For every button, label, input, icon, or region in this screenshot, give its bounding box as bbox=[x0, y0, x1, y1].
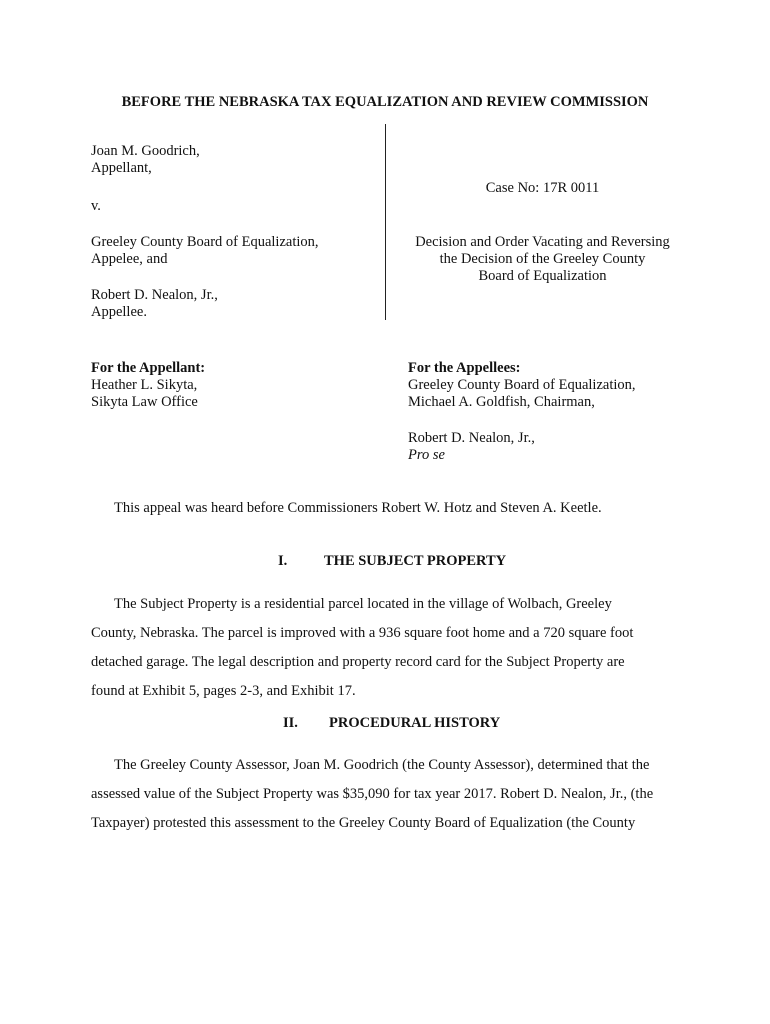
decision-line: Board of Equalization bbox=[478, 268, 607, 284]
appellee2-name: Robert D. Nealon, Jr., bbox=[91, 287, 218, 303]
counsel-line: Heather L. Sikyta, bbox=[91, 377, 198, 393]
appellant-name: Joan M. Goodrich, bbox=[91, 143, 200, 159]
section-2-number: II. bbox=[283, 715, 298, 731]
counsel-line: Michael A. Goldfish, Chairman, bbox=[408, 394, 595, 410]
section-1-number: I. bbox=[278, 553, 288, 569]
section-2-title: PROCEDURAL HISTORY bbox=[329, 715, 501, 731]
appellee-1 bbox=[91, 234, 319, 268]
versus: v. bbox=[91, 198, 101, 214]
paragraph-line: The Subject Property is a residential parcel located in the village of Wolbach, Greeley bbox=[114, 596, 612, 612]
decision-line: the Decision of the Greeley County bbox=[439, 251, 646, 267]
counsel-appellant bbox=[91, 360, 205, 411]
caption-left bbox=[91, 143, 200, 177]
pro-se-name: Robert D. Nealon, Jr., bbox=[408, 430, 535, 446]
counsel-line: Greeley County Board of Equalization, bbox=[408, 377, 636, 393]
paragraph-line: detached garage. The legal description and property record card for the Subject Property are bbox=[91, 654, 625, 670]
document-title: BEFORE THE NEBRASKA TAX EQUALIZATION AND REVIEW COMMISSION bbox=[121, 94, 649, 110]
decision-title bbox=[400, 234, 685, 285]
counsel-appellees-heading: For the Appellees: bbox=[408, 360, 521, 376]
appellee1-role: Appelee, and bbox=[91, 251, 168, 267]
caption-divider bbox=[385, 124, 386, 320]
appellee2-role: Appellee. bbox=[91, 304, 147, 320]
appellee1-name: Greeley County Board of Equalization, bbox=[91, 234, 319, 250]
appellant-role: Appellant, bbox=[91, 160, 152, 176]
pro-se-status: Pro se bbox=[408, 447, 445, 463]
counsel-pro-se bbox=[408, 430, 535, 464]
paragraph-line: County, Nebraska. The parcel is improved with a 936 square foot home and a 720 square foot bbox=[91, 625, 634, 641]
paragraph-line: assessed value of the Subject Property was $35,090 for tax year 2017. Robert D. Nealon, Jr., (the bbox=[91, 786, 654, 802]
appellee-2 bbox=[91, 287, 218, 321]
paragraph-line: The Greeley County Assessor, Joan M. Goodrich (the County Assessor), determined that the bbox=[114, 757, 650, 773]
case-number: Case No: 17R 0011 bbox=[485, 180, 600, 196]
section-2-body bbox=[91, 751, 691, 838]
section-1-body bbox=[91, 590, 691, 706]
counsel-appellees bbox=[408, 360, 636, 411]
section-1-title: THE SUBJECT PROPERTY bbox=[324, 553, 507, 569]
heard-before: This appeal was heard before Commissioners Robert W. Hotz and Steven A. Keetle. bbox=[114, 500, 602, 516]
decision-line: Decision and Order Vacating and Reversing bbox=[415, 234, 670, 250]
counsel-line: Sikyta Law Office bbox=[91, 394, 198, 410]
counsel-appellant-heading: For the Appellant: bbox=[91, 360, 206, 376]
paragraph-line: Taxpayer) protested this assessment to the Greeley County Board of Equalization (the County bbox=[91, 815, 636, 831]
paragraph-line: found at Exhibit 5, pages 2-3, and Exhibit 17. bbox=[91, 683, 356, 699]
